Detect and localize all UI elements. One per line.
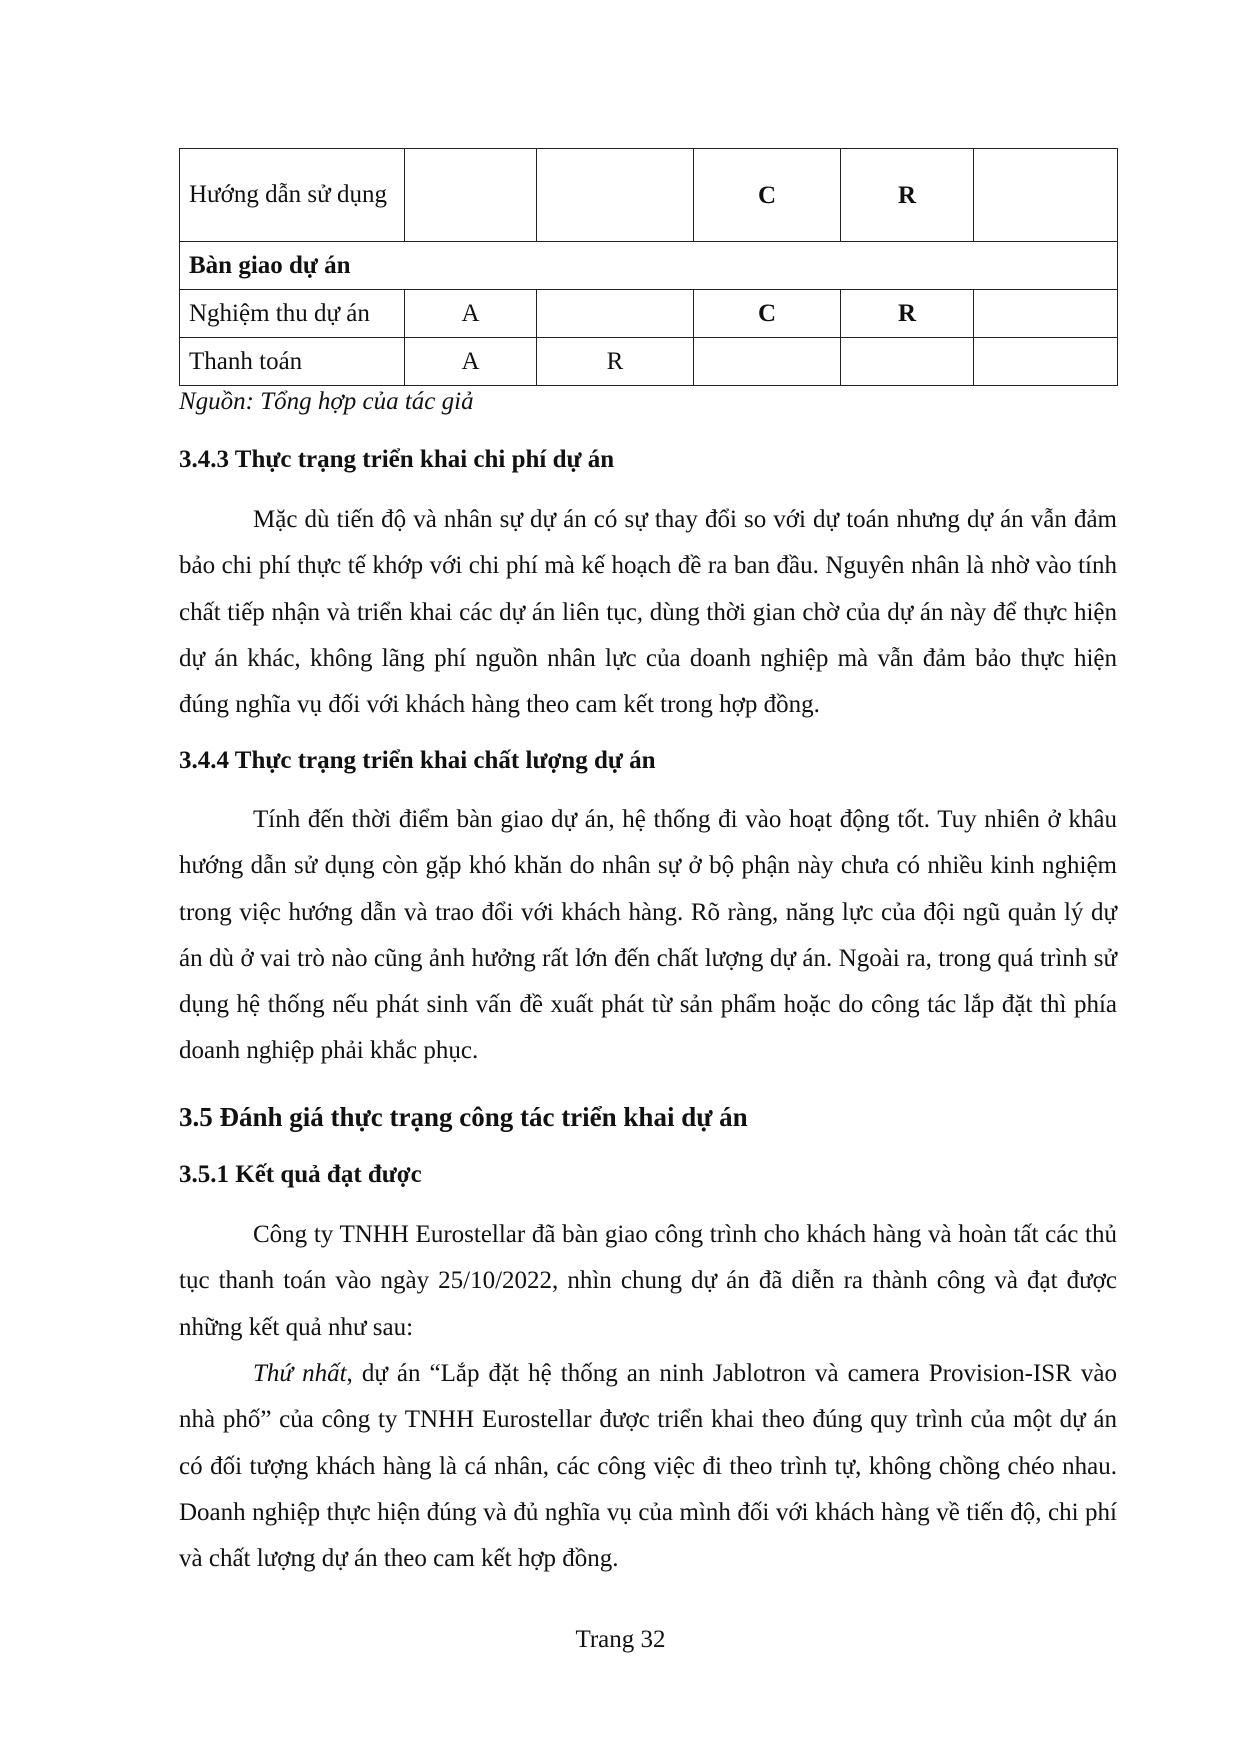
section-paragraph-3-4-3: Mặc dù tiến độ và nhân sự dự án có sự thay đổi so với dự toán nhưng dự án vẫn đảm bảo chi phí thực tế khớp với chi phí mà kế hoạch đề ra ban đầu. Nguyên nhân là nhờ vào tính chất tiếp nhận và triển khai các dự án liên tục, dùng thời gian chờ của dự án này để thực hiện dự án khác, không lãng phí nguồn nhân lực của doanh nghiệp mà vẫn đảm bảo thực hiện đúng nghĩa vụ đối với khách hàng theo cam kết trong hợp đồng. xyxy=(179,506,1117,719)
task-cell: Nghiệm thu dự án xyxy=(180,290,405,338)
table-row xyxy=(180,338,1118,386)
section-heading-3-4-3: 3.4.3 Thực trạng triển khai chi phí dự án xyxy=(179,446,615,473)
section-heading-3-4-4: 3.4.4 Thực trạng triển khai chất lượng dự án xyxy=(179,747,656,774)
role-cell xyxy=(974,338,1118,386)
role-cell: R xyxy=(841,290,974,338)
role-cell: A xyxy=(405,338,537,386)
task-cell: Thanh toán xyxy=(180,338,405,386)
section-heading-3-5: 3.5 Đánh giá thực trạng công tác triển khai dự án xyxy=(179,1102,748,1132)
role-cell xyxy=(405,149,537,242)
role-cell xyxy=(974,149,1118,242)
table-group-row xyxy=(180,242,1118,290)
section-paragraph-3-4-4: Tính đến thời điểm bàn giao dự án, hệ thống đi vào hoạt động tốt. Tuy nhiên ở khâu hướng dẫn sử dụng còn gặp khó khăn do nhân sự ở bộ phận này chưa có nhiều kinh nghiệm trong việc hướng dẫn và trao đổi với khách hàng. Rõ ràng, năng lực của đội ngũ quản lý dự án dù ở vai trò nào cũng ảnh hưởng rất lớn đến chất lượng dự án. Ngoài ra, trong quá trình sử dụng hệ thống nếu phát sinh vấn đề xuất phát từ sản phẩm hoặc do công tác lắp đặt thì phía doanh nghiệp phải khắc phục. xyxy=(179,806,1117,1065)
role-cell: R xyxy=(841,149,974,242)
table-row xyxy=(180,290,1118,338)
task-cell: Hướng dẫn sử dụng xyxy=(180,149,405,242)
role-cell xyxy=(841,338,974,386)
role-cell xyxy=(537,149,694,242)
role-cell xyxy=(537,290,694,338)
role-cell: R xyxy=(537,338,694,386)
section-paragraph-3-5-1-first-point xyxy=(179,1351,1117,1582)
page-number: Trang 32 xyxy=(575,1626,666,1653)
table-row xyxy=(180,149,1118,242)
role-cell: C xyxy=(694,149,841,242)
group-label-cell: Bàn giao dự án xyxy=(180,242,1118,290)
section-paragraph-3-5-1: Công ty TNHH Eurostellar đã bàn giao công trình cho khách hàng và hoàn tất các thủ tục thanh toán vào ngày 25/10/2022, nhìn chung dự án đã diễn ra thành công và đạt được những kết quả như sau: xyxy=(179,1221,1117,1341)
section-heading-3-5-1: 3.5.1 Kết quả đạt được xyxy=(179,1161,422,1188)
emphasis-lead: Thứ nhất xyxy=(253,1360,347,1387)
table-source-note: Nguồn: Tổng hợp của tác giả xyxy=(179,388,474,415)
role-cell: A xyxy=(405,290,537,338)
role-cell xyxy=(694,338,841,386)
role-cell xyxy=(974,290,1118,338)
role-cell: C xyxy=(694,290,841,338)
raci-table xyxy=(179,148,1118,386)
paragraph-body: , dự án “Lắp đặt hệ thống an ninh Jablotron và camera Provision-ISR vào nhà phố” của công ty TNHH Eurostellar được triển khai theo đúng quy trình của một dự án có đối tượng khách hàng là cá nhân, các công việc đi theo trình tự, không chồng chéo nhau. Doanh nghiệp thực hiện đúng và đủ nghĩa vụ của mình đối với khách hàng về tiến độ, chi phí và chất lượng dự án theo cam kết hợp đồng. xyxy=(179,1360,1117,1573)
